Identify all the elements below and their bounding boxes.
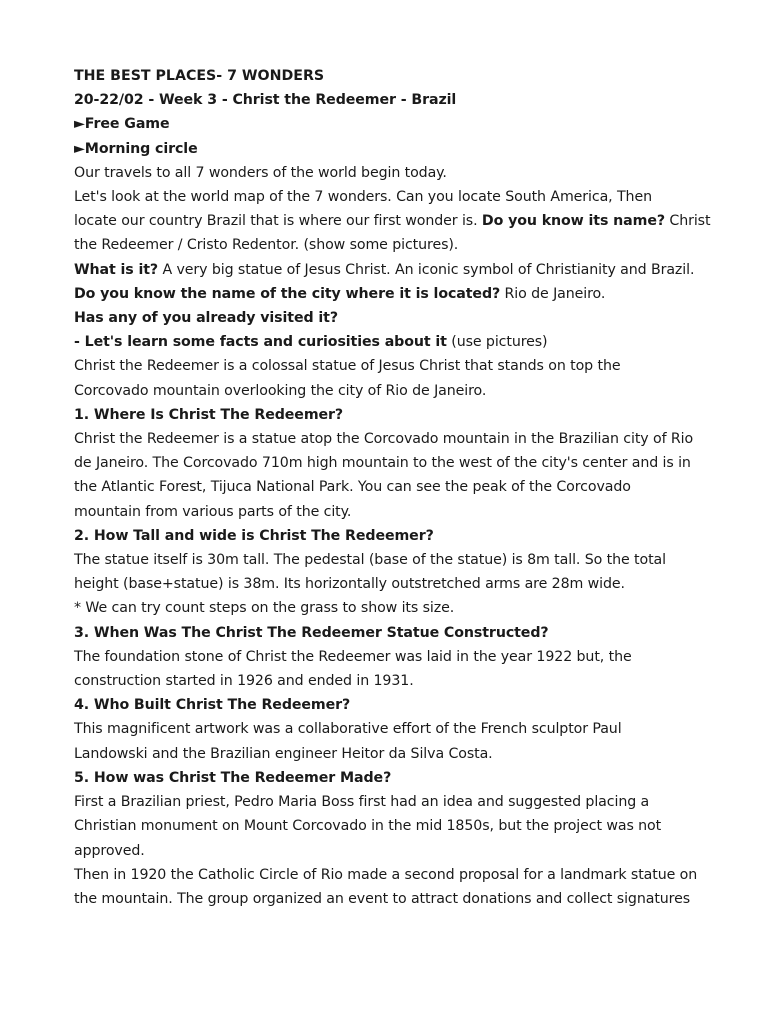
body-text: the mountain. The group organized an event to attract donations and collect signatures xyxy=(74,890,691,907)
text-line xyxy=(74,645,694,669)
text-line xyxy=(74,306,694,330)
text-line xyxy=(74,839,694,863)
text-line xyxy=(74,161,694,185)
body-text: the Redeemer / Cristo Redentor. (show some pictures). xyxy=(74,237,459,254)
body-text: * We can try count steps on the grass to show its size. xyxy=(74,600,455,617)
bold-text: 4. Who Built Christ The Redeemer? xyxy=(74,697,351,714)
bold-text: 1. Where Is Christ The Redeemer? xyxy=(74,406,344,423)
bold-text: 2. How Tall and wide is Christ The Redeemer? xyxy=(74,527,434,544)
document-body xyxy=(74,64,711,911)
body-text: Let's look at the world map of the 7 wonders. Can you locate South America, Then xyxy=(74,189,652,206)
text-line xyxy=(74,621,694,645)
bold-text: - Let's learn some facts and curiosities about it xyxy=(74,334,447,351)
text-line xyxy=(74,354,694,378)
body-text: The foundation stone of Christ the Redeemer was laid in the year 1922 but, the xyxy=(74,648,632,665)
body-text: A very big statue of Jesus Christ. An iconic symbol of Christianity and Brazil. xyxy=(158,261,695,278)
text-line xyxy=(74,451,694,475)
text-line xyxy=(74,790,694,814)
text-line xyxy=(74,814,694,838)
text-line xyxy=(74,548,694,572)
body-text: the Atlantic Forest, Tijuca National Park. You can see the peak of the Corcovado xyxy=(74,479,631,496)
text-line xyxy=(74,427,694,451)
body-text: (use pictures) xyxy=(446,334,548,351)
bold-text: Do you know its name? xyxy=(481,213,665,230)
bold-text: Do you know the name of the city where it is located? xyxy=(74,285,501,302)
text-line xyxy=(74,88,694,112)
body-text: de Janeiro. The Corcovado 710m high mountain to the west of the city's center and is in xyxy=(74,455,691,472)
body-text: locate our country Brazil that is where our first wonder is. xyxy=(74,213,482,230)
bold-text: ►Free Game xyxy=(74,116,170,133)
text-line xyxy=(74,233,694,257)
body-text: Our travels to all 7 wonders of the world begin today. xyxy=(74,164,447,181)
text-line xyxy=(74,742,694,766)
text-line xyxy=(74,693,694,717)
text-line xyxy=(74,403,694,427)
text-line xyxy=(74,112,694,136)
body-text: Christ the Redeemer is a statue atop the Corcovado mountain in the Brazilian city of Rio xyxy=(74,431,694,448)
body-text: This magnificent artwork was a collaborative effort of the French sculptor Paul xyxy=(74,721,622,738)
body-text: Then in 1920 the Catholic Circle of Rio made a second proposal for a landmark statue on xyxy=(74,866,698,883)
text-line xyxy=(74,137,694,161)
body-text: Rio de Janeiro. xyxy=(500,285,606,302)
text-line xyxy=(74,766,694,790)
text-line xyxy=(74,887,694,911)
bold-text: 3. When Was The Christ The Redeemer Statue Constructed? xyxy=(74,624,549,641)
body-text: mountain from various parts of the city. xyxy=(74,503,352,520)
text-line xyxy=(74,330,694,354)
bold-text: Has any of you already visited it? xyxy=(74,310,338,327)
body-text: Christ the Redeemer is a colossal statue of Jesus Christ that stands on top the xyxy=(74,358,621,375)
text-line xyxy=(74,500,694,524)
document-title xyxy=(74,64,694,88)
bold-text: 5. How was Christ The Redeemer Made? xyxy=(74,769,392,786)
text-line xyxy=(74,379,694,403)
body-text: The statue itself is 30m tall. The pedestal (base of the statue) is 8m tall. So the total xyxy=(74,552,666,569)
bold-text: What is it? xyxy=(74,261,159,278)
body-text: height (base+statue) is 38m. Its horizontally outstretched arms are 28m wide. xyxy=(74,576,625,593)
body-text: Landowski and the Brazilian engineer Heitor da Silva Costa. xyxy=(74,745,493,762)
text-line xyxy=(74,185,694,209)
bold-text: ►Morning circle xyxy=(74,140,198,157)
body-text: approved. xyxy=(74,842,145,859)
body-text: Christian monument on Mount Corcovado in the mid 1850s, but the project was not xyxy=(74,818,662,835)
text-line xyxy=(74,258,694,282)
text-line xyxy=(74,572,694,596)
text-line xyxy=(74,669,694,693)
text-line xyxy=(74,209,711,233)
body-text: Christ xyxy=(664,213,711,230)
bold-text: THE BEST PLACES- 7 WONDERS xyxy=(74,68,325,84)
body-text: Corcovado mountain overlooking the city of Rio de Janeiro. xyxy=(74,382,487,399)
bold-text: 20-22/02 - Week 3 - Christ the Redeemer - Brazil xyxy=(74,92,457,109)
text-line xyxy=(74,596,694,620)
text-line xyxy=(74,475,694,499)
text-line xyxy=(74,524,694,548)
text-line xyxy=(74,282,694,306)
text-line xyxy=(74,717,694,741)
body-text: construction started in 1926 and ended in 1931. xyxy=(74,673,414,690)
body-text: First a Brazilian priest, Pedro Maria Boss first had an idea and suggested placing a xyxy=(74,794,650,811)
text-line xyxy=(74,863,698,887)
